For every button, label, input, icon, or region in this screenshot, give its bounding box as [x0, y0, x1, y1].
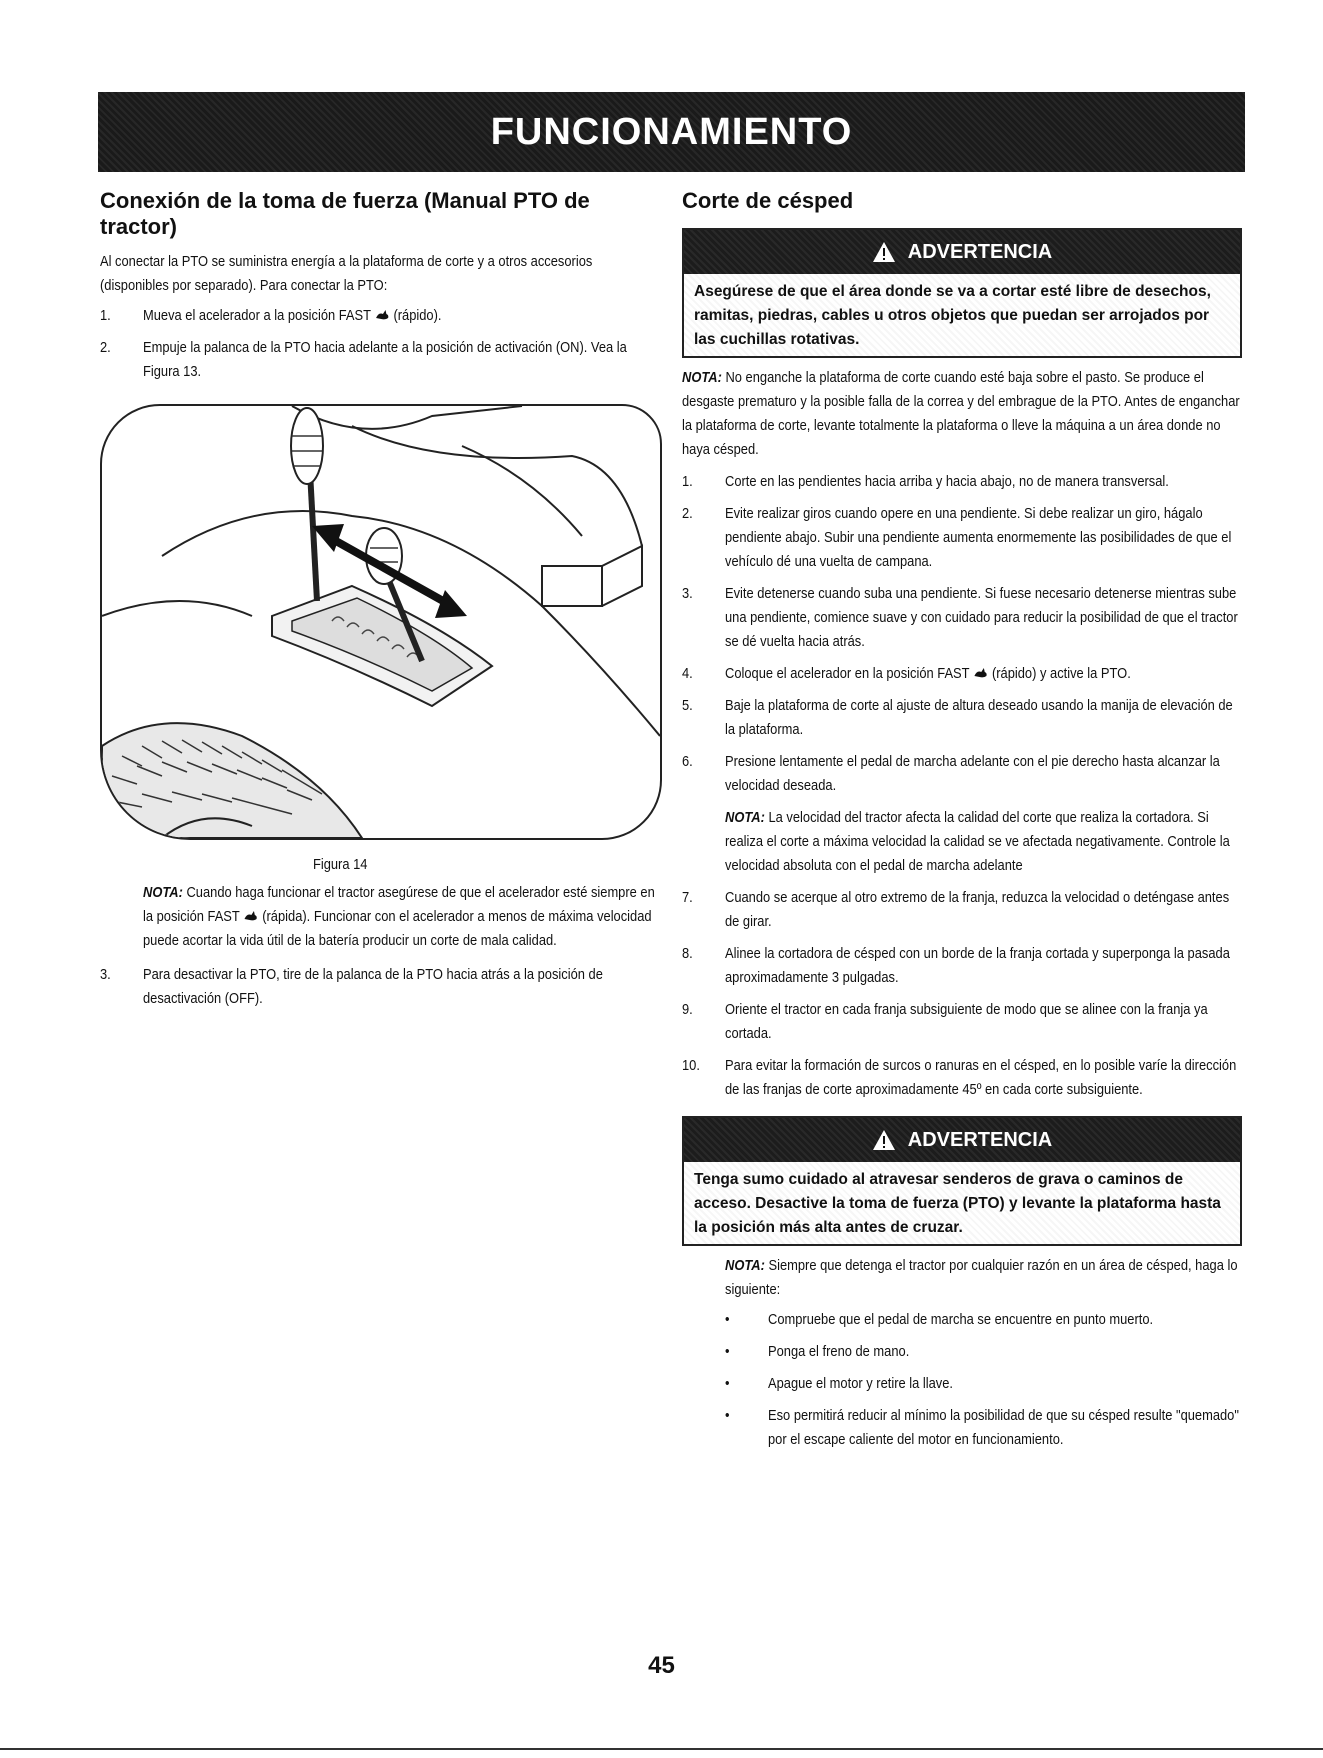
step-number: 2. — [100, 339, 111, 356]
mowing-heading: Corte de césped — [682, 188, 854, 213]
rabbit-icon — [973, 666, 988, 680]
pto-body — [100, 250, 659, 384]
step-text: Evite detenerse cuando suba una pendiente. Si fuese necesario detenerse mientras sube una pendiente, comience suave y con cuidado para reducir la posibilidad de que el tractor se dé vuelta hacia atrás. — [725, 585, 1238, 650]
pto-note — [100, 881, 659, 953]
step-text: Cuando se acerque al otro extremo de la franja, reduzca la velocidad o deténgase antes de girar. — [725, 889, 1230, 930]
warning-header — [684, 230, 1240, 274]
step-number: 1. — [682, 473, 693, 490]
step-text: Coloque el acelerador en la posición FAST — [725, 665, 970, 682]
step-number: 2. — [682, 505, 693, 522]
stop-note — [682, 1254, 1241, 1302]
list-item — [682, 1054, 1241, 1102]
step-text: Mueva el acelerador a la posición FAST — [143, 307, 371, 324]
warning-box-gravel — [682, 1116, 1242, 1246]
left-column — [100, 188, 660, 1019]
page-number: 45 — [648, 1652, 675, 1679]
list-item — [682, 502, 1241, 574]
list-item: • Apague el motor y retire la llave. — [725, 1372, 1241, 1396]
warning-text: Asegúrese de que el área donde se va a cortar esté libre de desechos, ramitas, piedras, cables u otros objetos que puedan ser arrojados por las cuchillas rotativas. — [684, 274, 1240, 356]
list-item: • Ponga el freno de mano. — [725, 1340, 1241, 1364]
stop-section — [682, 1254, 1241, 1452]
right-column — [682, 188, 1242, 1460]
warning-triangle-icon — [872, 241, 896, 263]
step-text: Oriente el tractor en cada franja subsiguiente de modo que se alinee con la franja ya cortada. — [725, 1001, 1208, 1042]
note-text-after: (rápida). Funcionar con el acelerador a menos de máxima velocidad puede acortar la vida útil de la batería producir un corte de mala calidad. — [143, 908, 652, 949]
figure-caption: Figura 14 — [312, 856, 368, 873]
list-item: • Eso permitirá reducir al mínimo la posibilidad de que su césped resulte "quemado" por el escape caliente del motor en funcionamiento. — [725, 1404, 1241, 1452]
note-label: NOTA: — [725, 809, 765, 826]
step-number: 3. — [682, 585, 693, 602]
step-text: Alinee la cortadora de césped con un borde de la franja cortada y superponga la pasada aproximadamente 3 pulgadas. — [725, 945, 1230, 986]
step-text: Baje la plataforma de corte al ajuste de altura deseado usando la manija de elevación de la plataforma. — [725, 697, 1233, 738]
note-label: NOTA: — [725, 1257, 765, 1274]
step-text-after: (rápido) y active la PTO. — [991, 665, 1131, 682]
step-text-after: (rápido). — [393, 307, 442, 324]
list-item — [682, 942, 1241, 990]
list-item — [682, 694, 1241, 742]
pto-steps-continued — [100, 963, 659, 1011]
step-number: 1. — [100, 307, 111, 324]
note-label: NOTA: — [143, 884, 183, 901]
speed-note — [682, 806, 1241, 878]
list-item — [682, 886, 1241, 934]
bottom-divider — [0, 1748, 1323, 1750]
note-text: La velocidad del tractor afecta la calidad del corte que realiza la cortadora. Si realiza el corte a máxima velocidad la calidad se ve afectada negativamente. Controle la velocidad absoluta con el pedal de marcha adelante — [725, 809, 1230, 874]
list-item — [100, 304, 659, 328]
pto-heading: Conexión de la toma de fuerza (Manual PTO de tractor) — [100, 188, 590, 239]
list-item: • Compruebe que el pedal de marcha se encuentre en punto muerto. — [725, 1308, 1241, 1332]
warning-header — [684, 1118, 1240, 1162]
mowing-note — [682, 366, 1241, 462]
step-number: 7. — [682, 889, 693, 906]
step-text: Evite realizar giros cuando opere en una pendiente. Si debe realizar un giro, hágalo pendiente abajo. Subir una pendiente aumenta enormemente las posibilidades de que el vehículo dé una vuelta de campana. — [725, 505, 1232, 570]
note-text: Cuando haga funcionar el tractor asegúrese de que el acelerador esté siempre en la posición FAST — [143, 884, 655, 925]
step-text: Empuje la palanca de la PTO hacia adelante a la posición de activación (ON). Vea la Figura 13. — [143, 339, 627, 380]
rabbit-icon — [243, 909, 258, 923]
warning-box-debris — [682, 228, 1242, 358]
step-text: Para evitar la formación de surcos o ranuras en el césped, en lo posible varíe la dirección de las franjas de corte aproximadamente 45º en cada corte subsiguiente. — [725, 1057, 1237, 1098]
warning-title: ADVERTENCIA — [907, 240, 1053, 263]
warning-triangle-icon — [872, 1129, 896, 1151]
list-item — [682, 998, 1241, 1046]
pto-steps — [100, 304, 659, 384]
stop-checklist — [682, 1308, 1241, 1452]
warning-title: ADVERTENCIA — [907, 1128, 1053, 1151]
note-text: Siempre que detenga el tractor por cualquier razón en un área de césped, haga lo siguiente: — [725, 1257, 1238, 1298]
step-number: 10. — [682, 1057, 700, 1074]
step-number: 6. — [682, 753, 693, 770]
step-number: 8. — [682, 945, 693, 962]
pto-lever-illustration — [102, 406, 660, 838]
list-item — [100, 336, 659, 384]
list-item — [682, 662, 1241, 686]
list-item — [682, 470, 1241, 494]
step-text: Para desactivar la PTO, tire de la palanca de la PTO hacia atrás a la posición de desactivación (OFF). — [143, 966, 603, 1007]
figure-pto-lever — [100, 404, 662, 840]
step-number: 9. — [682, 1001, 693, 1018]
page-title: FUNCIONAMIENTO — [490, 110, 853, 153]
rabbit-icon — [374, 308, 389, 322]
pto-after-figure — [100, 856, 659, 1011]
step-number: 4. — [682, 665, 693, 682]
list-item — [682, 750, 1241, 798]
warning-text: Tenga sumo cuidado al atravesar senderos de grava o caminos de acceso. Desactive la toma de fuerza (PTO) y levante la plataforma hasta la posición más alta antes de cruzar. — [684, 1162, 1240, 1244]
mowing-body — [682, 366, 1241, 1102]
mowing-steps — [682, 470, 1241, 798]
list-item — [682, 582, 1241, 654]
note-text: No enganche la plataforma de corte cuando esté baja sobre el pasto. Se produce el desgaste prematuro y la posible falla de la correa y del embrague de la PTO. Antes de enganchar la plataforma de corte, levante totalmente la plataforma o lleve la máquina a un área donde no haya césped. — [682, 369, 1240, 458]
step-text: Presione lentamente el pedal de marcha adelante con el pie derecho hasta alcanzar la velocidad deseada. — [725, 753, 1220, 794]
note-label: NOTA: — [682, 369, 722, 386]
section-banner — [98, 92, 1245, 172]
step-number: 3. — [100, 966, 111, 983]
pto-intro: Al conectar la PTO se suministra energía a la plataforma de corte y a otros accesorios (disponibles por separado). Para conectar la PTO: — [100, 253, 593, 294]
step-number: 5. — [682, 697, 693, 714]
step-text: Corte en las pendientes hacia arriba y hacia abajo, no de manera transversal. — [725, 473, 1169, 490]
list-item — [100, 963, 659, 1011]
mowing-steps-continued — [682, 886, 1241, 1102]
